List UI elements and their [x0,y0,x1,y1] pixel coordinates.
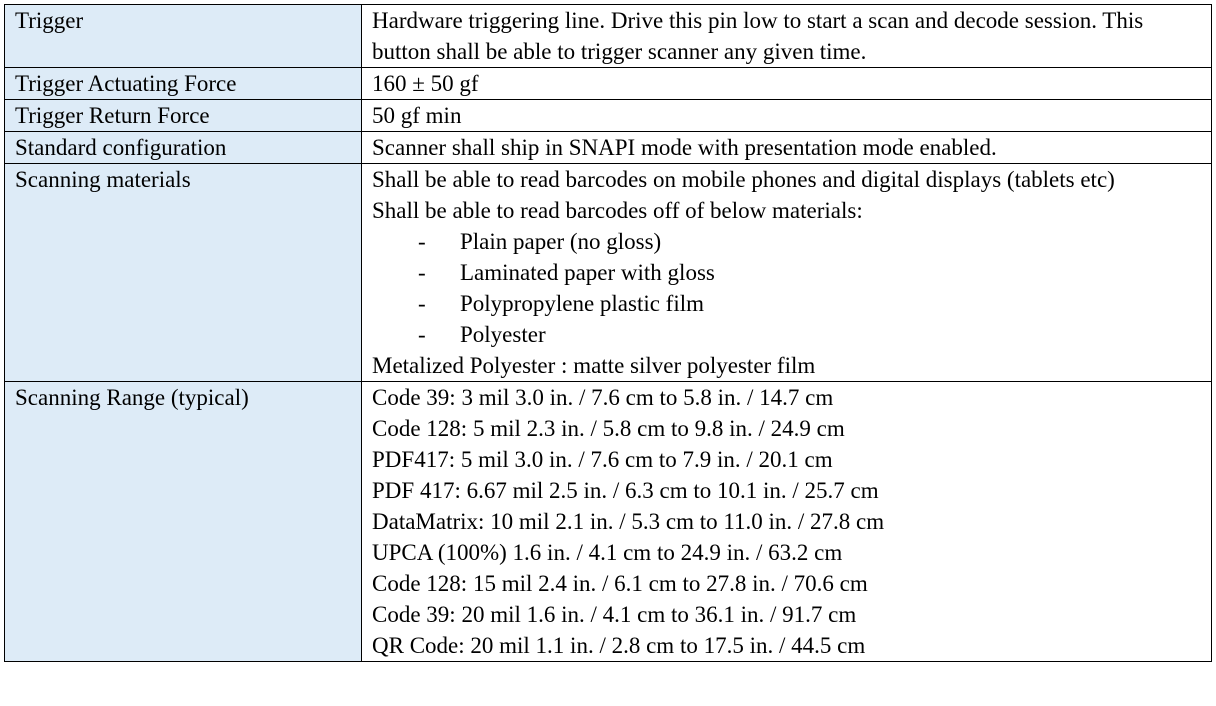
material-item: Polypropylene plastic film [460,291,705,316]
table-row-scanning-range [5,382,1212,662]
list-item [372,319,1203,350]
bullet-marker: - [418,260,426,285]
scanning-materials-footer: Metalized Polyester : matte silver polyester film [372,353,816,378]
table-row-trigger [5,5,1212,68]
material-item: Polyester [460,322,546,347]
table-row-actuating-force [5,68,1212,100]
trigger-label: Trigger [5,5,362,68]
range-line: PDF 417: 6.67 mil 2.5 in. / 6.3 cm to 10.1 in. / 25.7 cm [372,478,879,503]
range-line: Code 39: 20 mil 1.6 in. / 4.1 cm to 36.1 in. / 91.7 cm [372,602,857,627]
range-line: DataMatrix: 10 mil 2.1 in. / 5.3 cm to 11.0 in. / 27.8 cm [372,509,885,534]
list-item [372,288,1203,319]
table-row-return-force [5,100,1212,132]
scanning-materials-lead: Shall be able to read barcodes off of below materials: [372,198,863,223]
standard-config-label: Standard configuration [5,132,362,164]
spec-table [4,4,1212,662]
scanning-range-label: Scanning Range (typical) [5,382,362,662]
actuating-force-value: 160 ± 50 gf [362,68,1212,100]
material-item: Plain paper (no gloss) [460,229,662,254]
actuating-force-label: Trigger Actuating Force [5,68,362,100]
range-line: Code 39: 3 mil 3.0 in. / 7.6 cm to 5.8 in. / 14.7 cm [372,385,834,410]
table-row-standard-config [5,132,1212,164]
return-force-label: Trigger Return Force [5,100,362,132]
bullet-marker: - [418,291,426,316]
trigger-text: Hardware triggering line. Drive this pin low to start a scan and decode session. This button shall be able to trigger scanner any given time. [372,8,1144,64]
range-line: Code 128: 5 mil 2.3 in. / 5.8 cm to 9.8 in. / 24.9 cm [372,416,845,441]
list-item [372,226,1203,257]
standard-config-value: Scanner shall ship in SNAPI mode with presentation mode enabled. [362,132,1212,164]
scanning-materials-intro: Shall be able to read barcodes on mobile phones and digital displays (tablets etc) [372,167,1115,192]
table-row-scanning-materials [5,164,1212,382]
list-item [372,257,1203,288]
bullet-marker: - [418,229,426,254]
range-line: Code 128: 15 mil 2.4 in. / 6.1 cm to 27.8 in. / 70.6 cm [372,571,868,596]
return-force-value: 50 gf min [362,100,1212,132]
scanning-materials-label: Scanning materials [5,164,362,382]
range-line: UPCA (100%) 1.6 in. / 4.1 cm to 24.9 in. / 63.2 cm [372,540,843,565]
trigger-value [362,5,1212,68]
scanning-materials-value [362,164,1212,382]
material-item: Laminated paper with gloss [460,260,715,285]
scanning-range-value [362,382,1212,662]
bullet-marker: - [418,322,426,347]
range-line: PDF417: 5 mil 3.0 in. / 7.6 cm to 7.9 in. / 20.1 cm [372,447,833,472]
range-line: QR Code: 20 mil 1.1 in. / 2.8 cm to 17.5 in. / 44.5 cm [372,633,866,658]
